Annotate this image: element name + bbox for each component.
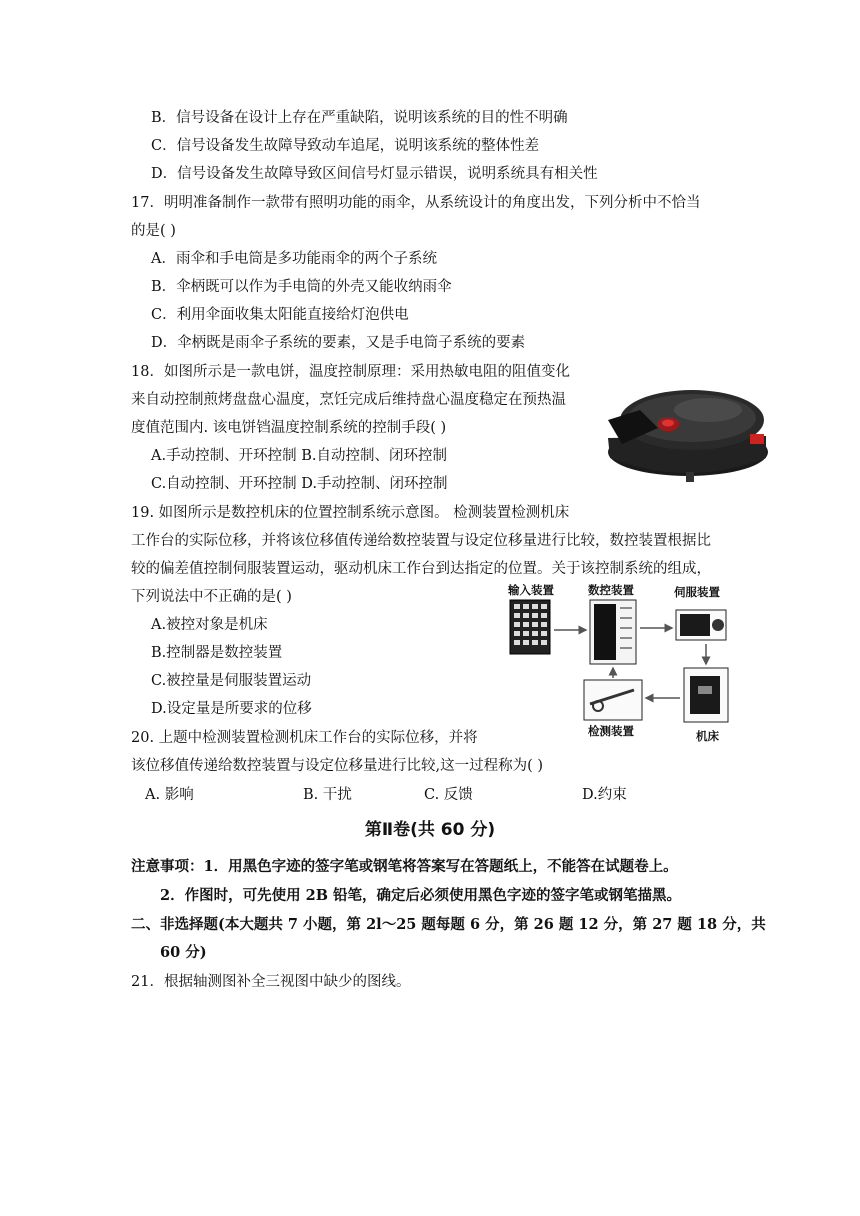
q19-stem-line3: 较的偏差值控制伺服装置运动，驱动机床工作台到达指定的位置。关于该控制系统的组成， [131, 561, 711, 577]
q19-stem-line4: 下列说法中不正确的是( ) [131, 589, 292, 605]
q19-option-a: A.被控对象是机床 [151, 617, 268, 633]
q20-stem-line1: 20. 上题中检测装置检测机床工作台的实际位移，并将 [131, 730, 478, 746]
q19-stem-line1: 19. 如图所示是数控机床的位置控制系统示意图。 检测装置检测机床 [131, 505, 570, 521]
q18-stem-line3: 度值范围内. 该电饼铛温度控制系统的控制手段( ) [131, 420, 447, 436]
input-device-image [510, 600, 550, 654]
diagram-label-input: 输入装置 [508, 583, 554, 597]
q20-option-b: B. 干扰 [303, 787, 352, 803]
q20-stem-line2: 该位移值传递给数控装置与设定位移量进行比较,这一过程称为( ) [131, 758, 544, 774]
cnc-control-diagram [504, 578, 736, 744]
q21-stem: 21．根据轴测图补全三视图中缺少的图线。 [131, 974, 411, 990]
nc-device-image [590, 600, 636, 664]
q17-option-b: B．伞柄既可以作为手电筒的外壳又能收纳雨伞 [151, 279, 452, 295]
q17-option-a: A．雨伞和手电筒是多功能雨伞的两个子系统 [151, 251, 437, 267]
q17-stem-line1: 17．明明准备制作一款带有照明功能的雨伞，从系统设计的角度出发，下列分析中不恰当 [131, 195, 701, 211]
machine-tool-image [684, 668, 728, 722]
q20-options [0, 785, 860, 805]
q20-option-a: A. 影响 [145, 787, 194, 803]
q18-options-line2: C.自动控制、开环控制 D.手动控制、闭环控制 [151, 476, 448, 492]
q18-options-line1: A.手动控制、开环控制 B.自动控制、闭环控制 [151, 448, 447, 464]
q20-option-d: D.约束 [582, 787, 627, 803]
section-heading-line2: 60 分) [160, 944, 207, 961]
q19-option-c: C.被控量是伺服装置运动 [151, 673, 312, 689]
part2-title: 第Ⅱ卷(共 60 分) [364, 820, 496, 840]
q19-stem-line2: 工作台的实际位移，并将该位移值传递给数控装置与设定位移量进行比较，数控装置根据比 [131, 533, 711, 549]
diagram-label-nc: 数控装置 [588, 583, 634, 597]
q16-option-c: C．信号设备发生故障导致动车追尾，说明该系统的整体性差 [151, 138, 540, 154]
q18-stem-line1: 18．如图所示是一款电饼，温度控制原理：采用热敏电阻的阻值变化 [131, 364, 570, 380]
q19-option-b: B.控制器是数控装置 [151, 645, 283, 661]
q20-option-c: C. 反馈 [424, 787, 473, 803]
diagram-label-machine: 机床 [696, 729, 719, 743]
q19-option-d: D.设定量是所要求的位移 [151, 701, 312, 717]
part2-note1: 注意事项：1．用黑色字迹的签字笔或钢笔将答案写在答题纸上，不能答在试题卷上。 [131, 858, 678, 875]
q16-option-d: D．信号设备发生故障导致区间信号灯显示错误，说明系统具有相关性 [151, 166, 598, 182]
q17-option-c: C．利用伞面收集太阳能直接给灯泡供电 [151, 307, 409, 323]
diagram-label-servo: 伺服装置 [674, 585, 720, 599]
servo-device-image [676, 610, 726, 640]
part2-note2: 2．作图时，可先使用 2B 铅笔，确定后必须使用黑色字迹的签字笔或钢笔描黑。 [160, 887, 682, 904]
section-heading-line1: 二、非选择题(本大题共 7 小题，第 2l～25 题每题 6 分，第 26 题 12 分，第 27 题 18 分，共 [131, 916, 766, 933]
electric-pan-image [600, 380, 770, 485]
diagram-label-detect: 检测装置 [588, 724, 634, 738]
q17-stem-line2: 的是( ) [131, 223, 176, 239]
detection-device-image [584, 680, 642, 720]
q17-option-d: D．伞柄既是雨伞子系统的要素，又是手电筒子系统的要素 [151, 335, 526, 351]
q16-option-b: B．信号设备在设计上存在严重缺陷，说明该系统的目的性不明确 [151, 110, 568, 126]
q18-stem-line2: 来自动控制煎烤盘盘心温度，烹饪完成后维持盘心温度稳定在预热温 [131, 392, 566, 408]
